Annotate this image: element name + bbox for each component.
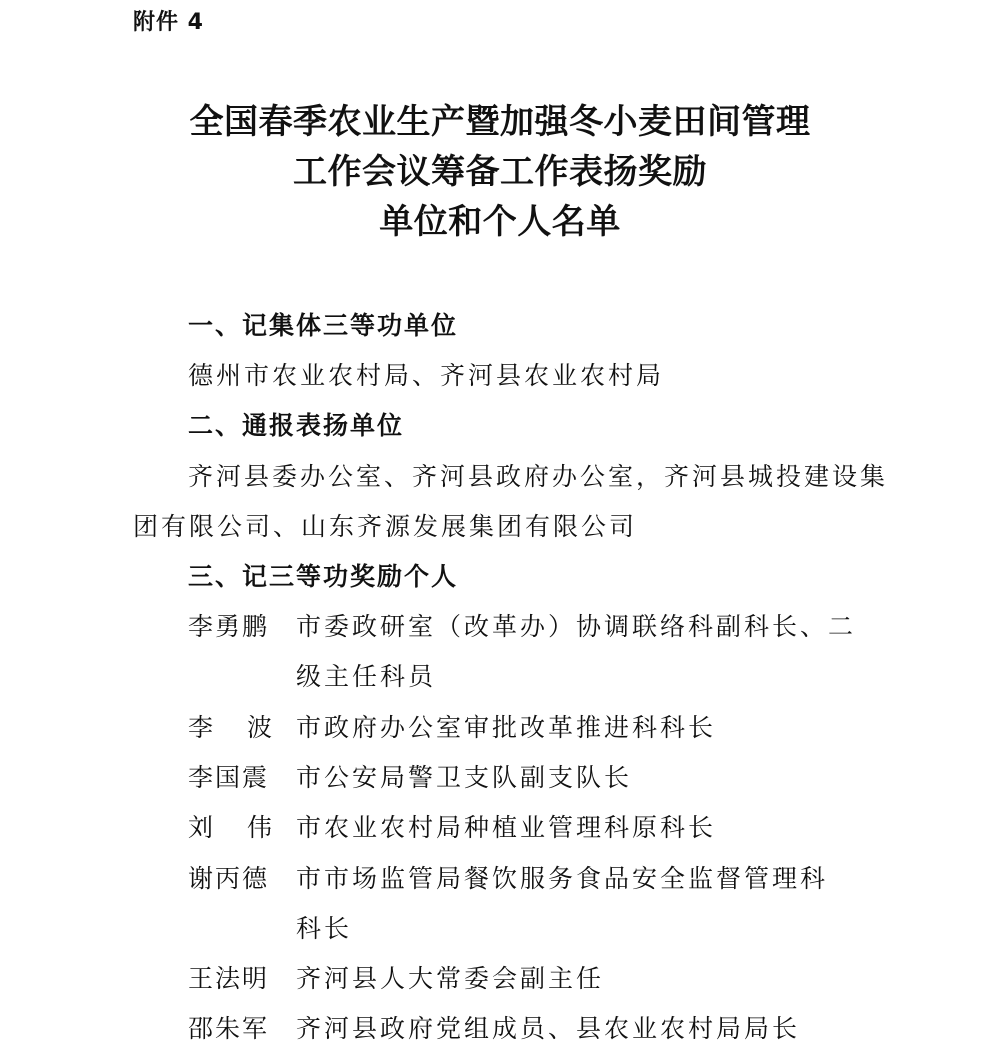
person-name: 邵朱军 [188, 1014, 270, 1043]
document-title-line-1: 全国春季农业生产暨加强冬小麦田间管理 [189, 102, 811, 142]
person-duty-line-2: 级主任科员 [296, 662, 437, 691]
document-title-line-3: 单位和个人名单 [379, 202, 621, 242]
person-name [188, 711, 272, 745]
section-heading-individual-merit: 三、记三等功奖励个人 [188, 562, 459, 591]
person-duty-line-1: 市农业农村局种植业管理科原科长 [296, 813, 717, 842]
person-name-char: 波 [246, 713, 272, 742]
person-duty-line-1: 市公安局警卫支队副支队长 [296, 763, 633, 792]
person-name-char: 李 [188, 713, 214, 742]
person-name-char: 刘 [188, 813, 214, 842]
attachment-label: 附件 4 [133, 10, 204, 35]
person-duty-line-1: 市委政研室（改革办）协调联络科副科长、二 [296, 612, 857, 641]
person-duty-line-1: 市政府办公室审批改革推进科科长 [296, 713, 717, 742]
person-name [188, 811, 272, 845]
person-name-char: 伟 [246, 813, 272, 842]
person-name: 谢丙德 [188, 864, 270, 893]
section-heading-commended-units: 二、通报表扬单位 [188, 411, 405, 440]
person-name: 李勇鹏 [188, 612, 270, 641]
person-duty-line-2: 科长 [296, 914, 353, 943]
person-duty-line-1: 齐河县政府党组成员、县农业农村局局长 [296, 1014, 801, 1043]
collective-merit-units: 德州市农业农村局、齐河县农业农村局 [188, 361, 665, 390]
commended-units-line-2: 团有限公司、山东齐源发展集团有限公司 [133, 512, 638, 541]
commended-units-line-1: 齐河县委办公室、齐河县政府办公室，齐河县城投建设集 [188, 462, 889, 491]
person-duty-line-1: 齐河县人大常委会副主任 [296, 964, 605, 993]
person-duty-line-1: 市市场监管局餐饮服务食品安全监督管理科 [296, 864, 829, 893]
section-heading-collective-merit: 一、记集体三等功单位 [188, 311, 459, 340]
person-name: 王法明 [188, 964, 270, 993]
document-title-line-2: 工作会议筹备工作表扬奖励 [293, 152, 707, 192]
person-name: 李国震 [188, 763, 270, 792]
